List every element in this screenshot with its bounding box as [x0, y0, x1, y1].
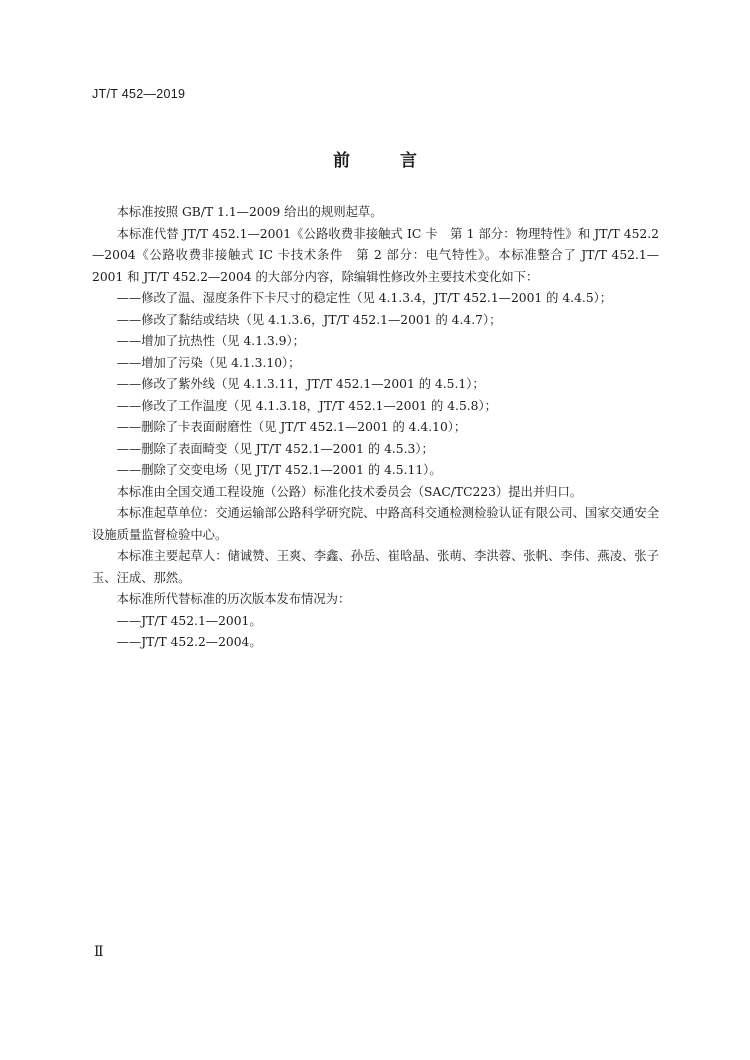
paragraph-history-intro: 本标准所代替标准的历次版本发布情况为： [116, 592, 351, 606]
paragraph-proposer: 本标准由全国交通工程设施（公路）标准化技术委员会（SAC/TC223）提出并归口。 [116, 484, 583, 499]
paragraph-replacement: 本标准代替 JT/T 452.1—2001《公路收费非接触式 IC 卡 第 1 部分：物理特性》和 JT/T 452.2—2004《公路收费非接触式 IC 卡技术条件 第 2 部分：电气特性》。本标准整合了 JT/T 452.1—2001 和 JT/T 452.2—2004 的大部分内容，除编辑性修改外主要技术变化如下： [92, 226, 659, 284]
change-item: ——删除了表面畸变（见 JT/T 452.1—2001 的 4.5.3）； [116, 441, 434, 456]
change-item: ——修改了工作温度（见 4.1.3.18，JT/T 452.1—2001 的 4.5.8）； [116, 398, 497, 413]
change-item: ——修改了温、湿度条件下卡尺寸的稳定性（见 4.1.3.4，JT/T 452.1—2001 的 4.4.5）； [116, 291, 613, 305]
paragraph-drafting-rules: 本标准按照 GB/T 1.1—2009 给出的规则起草。 [116, 205, 383, 219]
foreword-body [92, 202, 659, 654]
change-item: ——增加了抗热性（见 4.1.3.9）； [116, 334, 305, 348]
change-item: ——删除了交变电场（见 JT/T 452.1—2001 的 4.5.11）。 [116, 463, 442, 477]
page-number: Ⅱ [94, 945, 104, 960]
change-item: ——删除了卡表面耐磨性（见 JT/T 452.1—2001 的 4.4.10）； [116, 420, 467, 434]
change-item: ——修改了紫外线（见 4.1.3.11，JT/T 452.1—2001 的 4.5.1）； [116, 377, 485, 391]
change-item: ——增加了污染（见 4.1.3.10）； [116, 355, 301, 370]
standard-code-header: JT/T 452—2019 [92, 87, 186, 101]
paragraph-drafters: 本标准主要起草人：储诚赞、王爽、李鑫、孙岳、崔晗晶、张萌、李洪蓉、张帆、李伟、燕凌、张子玉、汪成、那然。 [92, 549, 659, 585]
change-item: ——修改了黏结或结块（见 4.1.3.6，JT/T 452.1—2001 的 4.4.7）； [116, 312, 502, 327]
history-item: ——JT/T 452.2—2004。 [116, 635, 262, 649]
history-item: ——JT/T 452.1—2001。 [116, 613, 262, 628]
page-title: 前 言 [333, 151, 439, 171]
paragraph-drafting-units: 本标准起草单位：交通运输部公路科学研究院、中路高科交通检测检验认证有限公司、国家交通安全设施质量监督检验中心。 [92, 506, 659, 542]
